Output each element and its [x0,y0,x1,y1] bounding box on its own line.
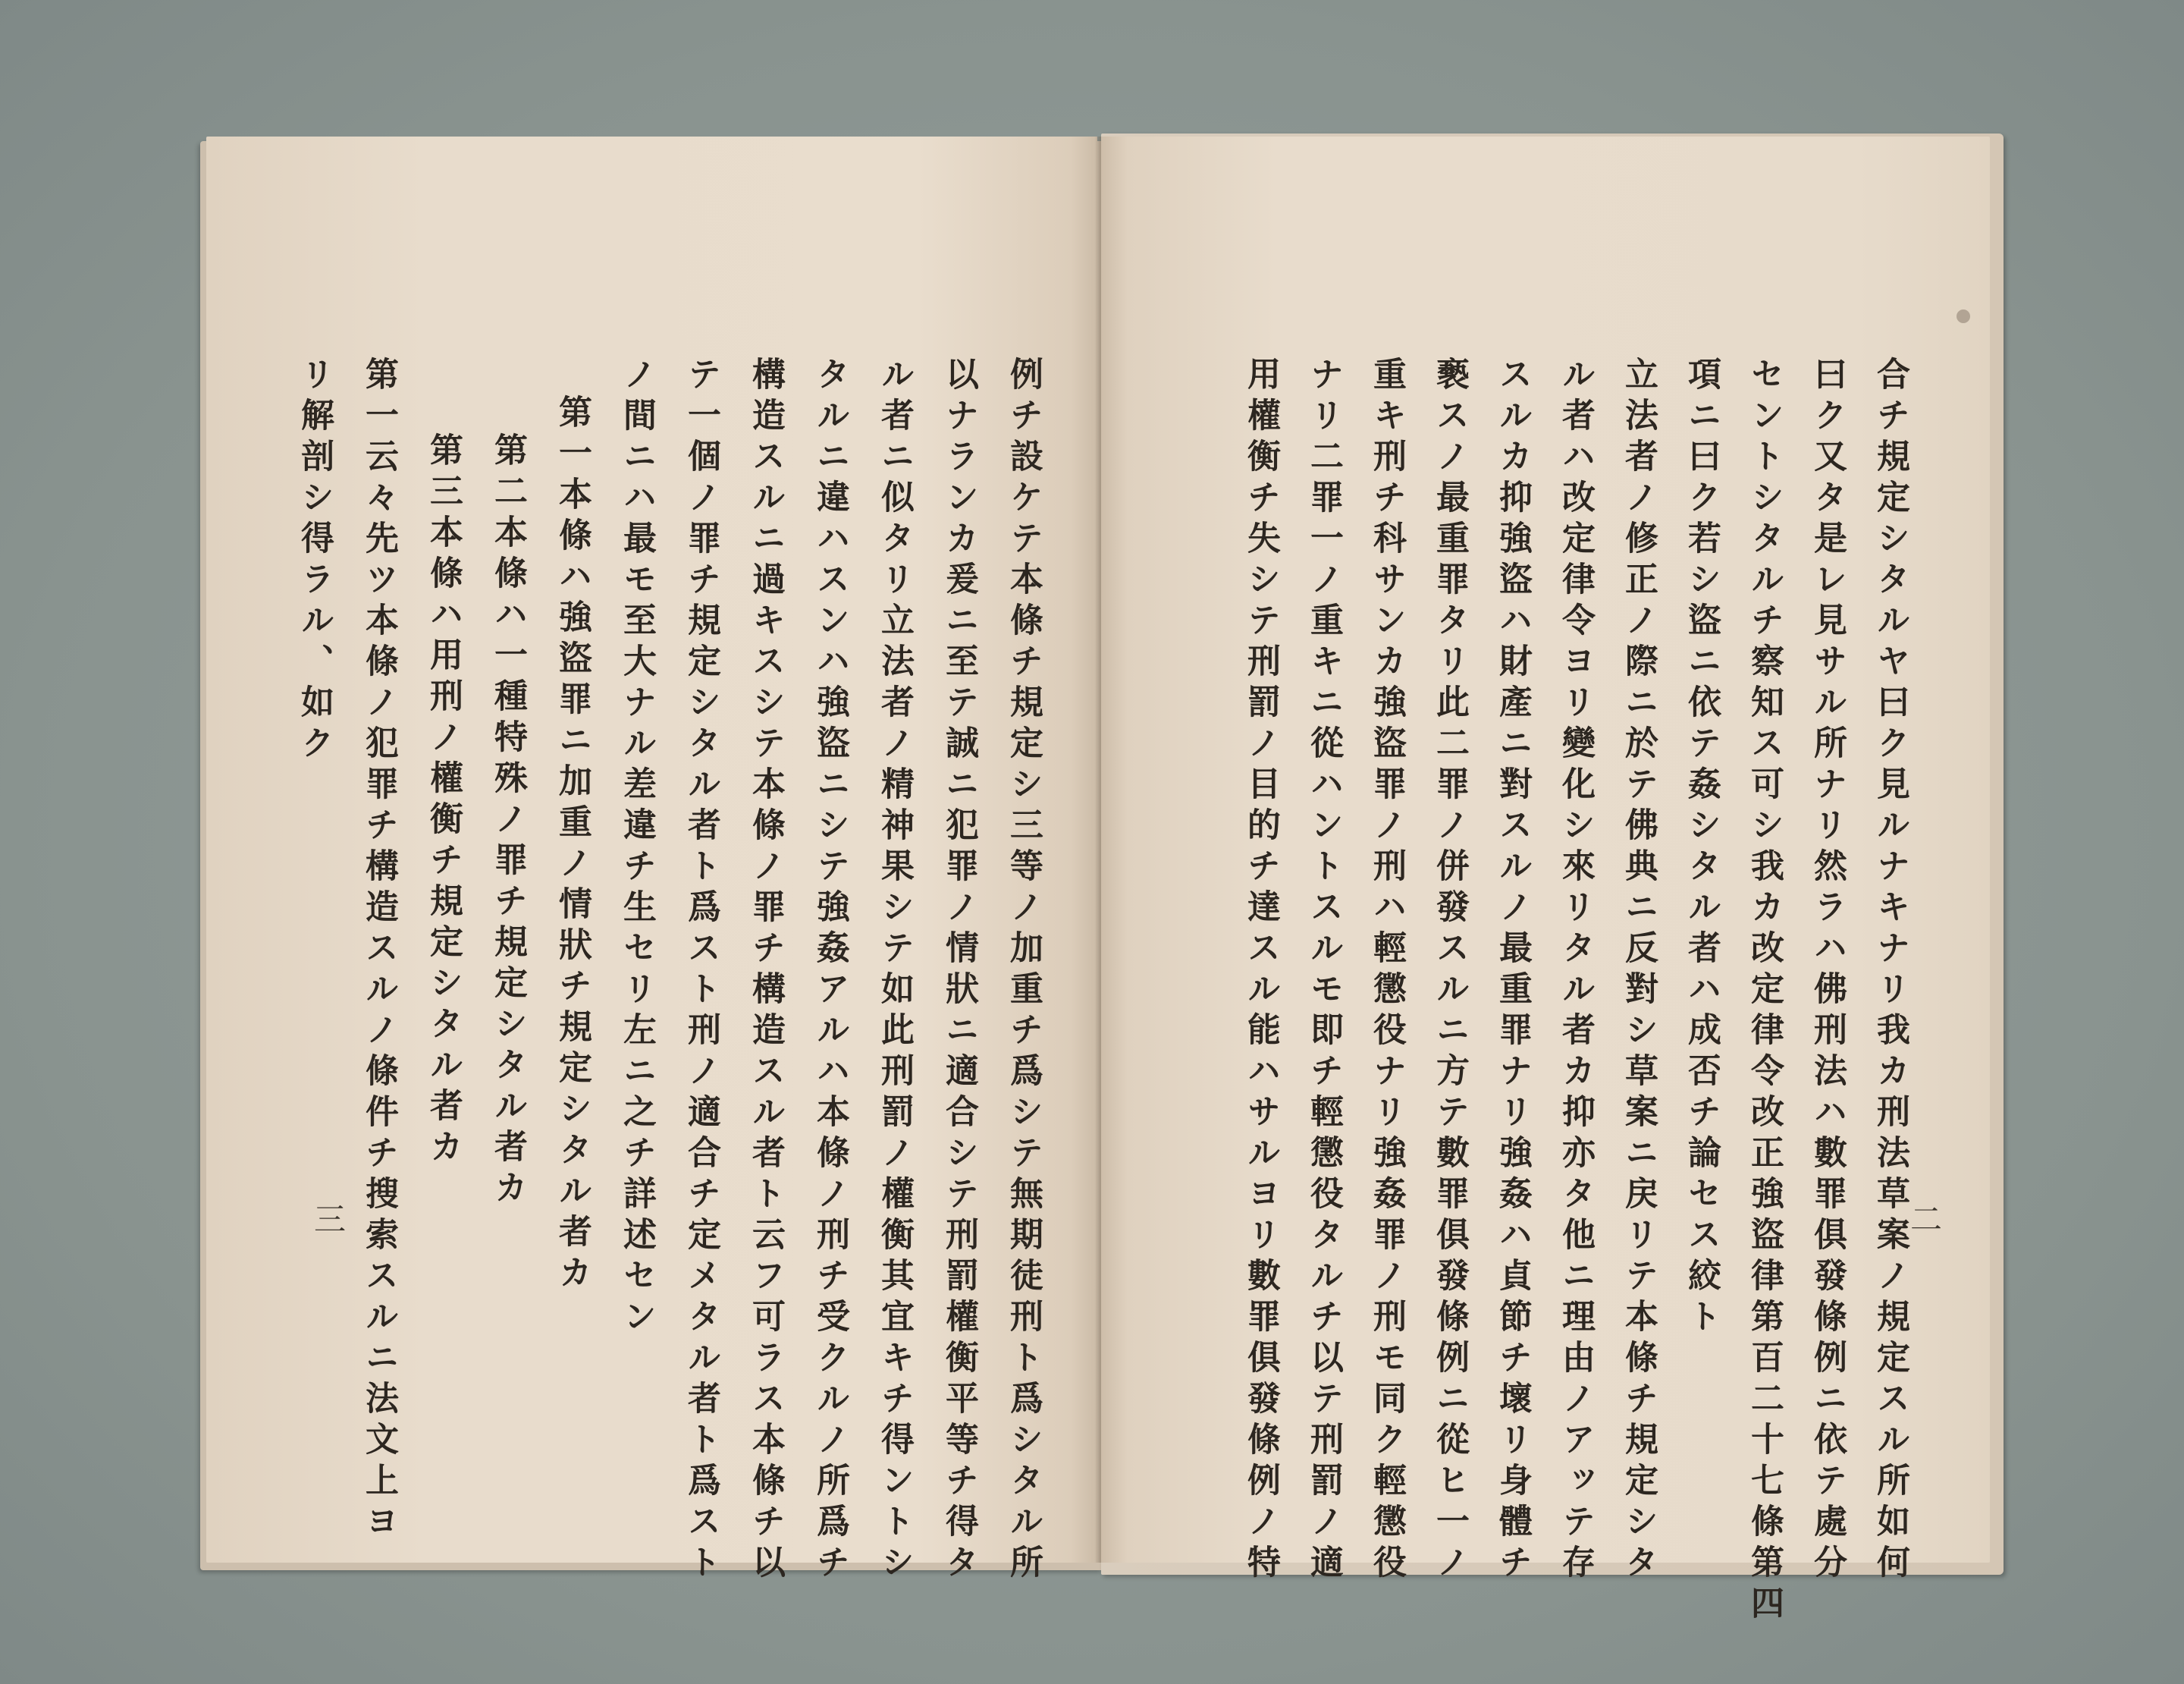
left-column-1: 例チ設ケテ本條チ規定シ三等ノ加重チ爲シテ無期徒刑ト爲シタル所 [1004,357,1043,1585]
open-book-spread [206,137,1990,1626]
left-column-4: タルニ違ハスンハ強盜ニシテ強姦アルハ本條ノ刑チ受クルノ所爲チ [811,357,849,1585]
right-column-10: ナリ二罪一ノ重キニ從ハントスルモ即チ輕懲役タルチ以テ刑罰ノ適 [1304,357,1343,1585]
right-column-11: 用權衡チ失シテ刑罰ノ目的チ達スル能ハサルヨリ數罪俱發條例ノ特 [1241,357,1280,1585]
right-column-1: 合チ規定シタルヤ曰ク見ルナキナリ我カ刑法草案ノ規定スル所如何 [1871,357,1909,1585]
right-column-8: 褻スノ最重罪タリ此二罪ノ併發スルニ方テ數罪俱發條例ニ從ヒ一ノ [1430,357,1469,1585]
right-column-4: 項ニ曰ク若シ盜ニ依テ姦シタル者ハ成否チ論セス絞ト [1682,357,1721,1340]
right-column-7: スルカ抑強盜ハ財產ニ對スルノ最重罪ナリ強姦ハ貞節チ壞リ身體チ [1493,357,1532,1585]
paper-speck [1956,309,1970,323]
left-column-11: 第一云々先ツ本條ノ犯罪チ構造スルノ條件チ搜索スルニ法文上ヨ [359,357,398,1544]
right-page [1101,137,1990,1626]
left-column-3: ル者ニ似タリ立法者ノ精神果シテ如此刑罰ノ權衡其宜キチ得ントシ [875,357,914,1585]
right-column-9: 重キ刑チ科サンカ強盜罪ノ刑ハ輕懲役ナリ強姦罪ノ刑モ同ク輕懲役 [1367,357,1406,1585]
left-column-8: 第一本條ハ強盜罪ニ加重ノ情狀チ規定シタル者カ [553,394,592,1296]
left-column-6: テ一個ノ罪チ規定シタル者ト爲スト刑ノ適合チ定メタル者ト爲スト [682,357,720,1585]
left-column-7: ノ間ニハ最モ至大ナル差違チ生セリ左ニ之チ詳述セン [617,357,656,1340]
left-column-9: 第二本條ハ一種特殊ノ罪チ規定シタル者カ [488,432,527,1211]
left-column-5: 構造スルニ過キスシテ本條ノ罪チ構造スル者ト云フ可ラス本條チ以 [746,357,785,1585]
right-column-5: 立法者ノ修正ノ際ニ於テ佛典ニ反對シ草案ニ戻リテ本條チ規定シタ [1619,357,1658,1585]
left-page [206,137,1097,1585]
right-column-2: 曰ク又タ是レ見サル所ナリ然ラハ佛刑法ハ數罪俱發條例ニ依テ處分 [1808,357,1847,1585]
right-column-3: セントシタルチ察知ス可シ我カ改定律令改正強盜律第百二十七條第四 [1745,357,1784,1626]
left-page-number: 三 [309,1202,347,1234]
left-column-12: リ解剖シ得ラル、如ク [295,357,334,766]
left-column-10: 第三本條ハ用刑ノ權衡チ規定シタル者カ [424,432,463,1170]
right-page-number: 二 [1906,1202,1943,1234]
right-column-6: ル者ハ改定律令ヨリ變化シ來リタル者カ抑亦タ他ニ理由ノアッテ存 [1556,357,1595,1585]
left-column-2: 以ナランカ爰ニ至テ誠ニ犯罪ノ情狀ニ適合シテ刑罰權衡平等チ得タ [940,357,978,1585]
